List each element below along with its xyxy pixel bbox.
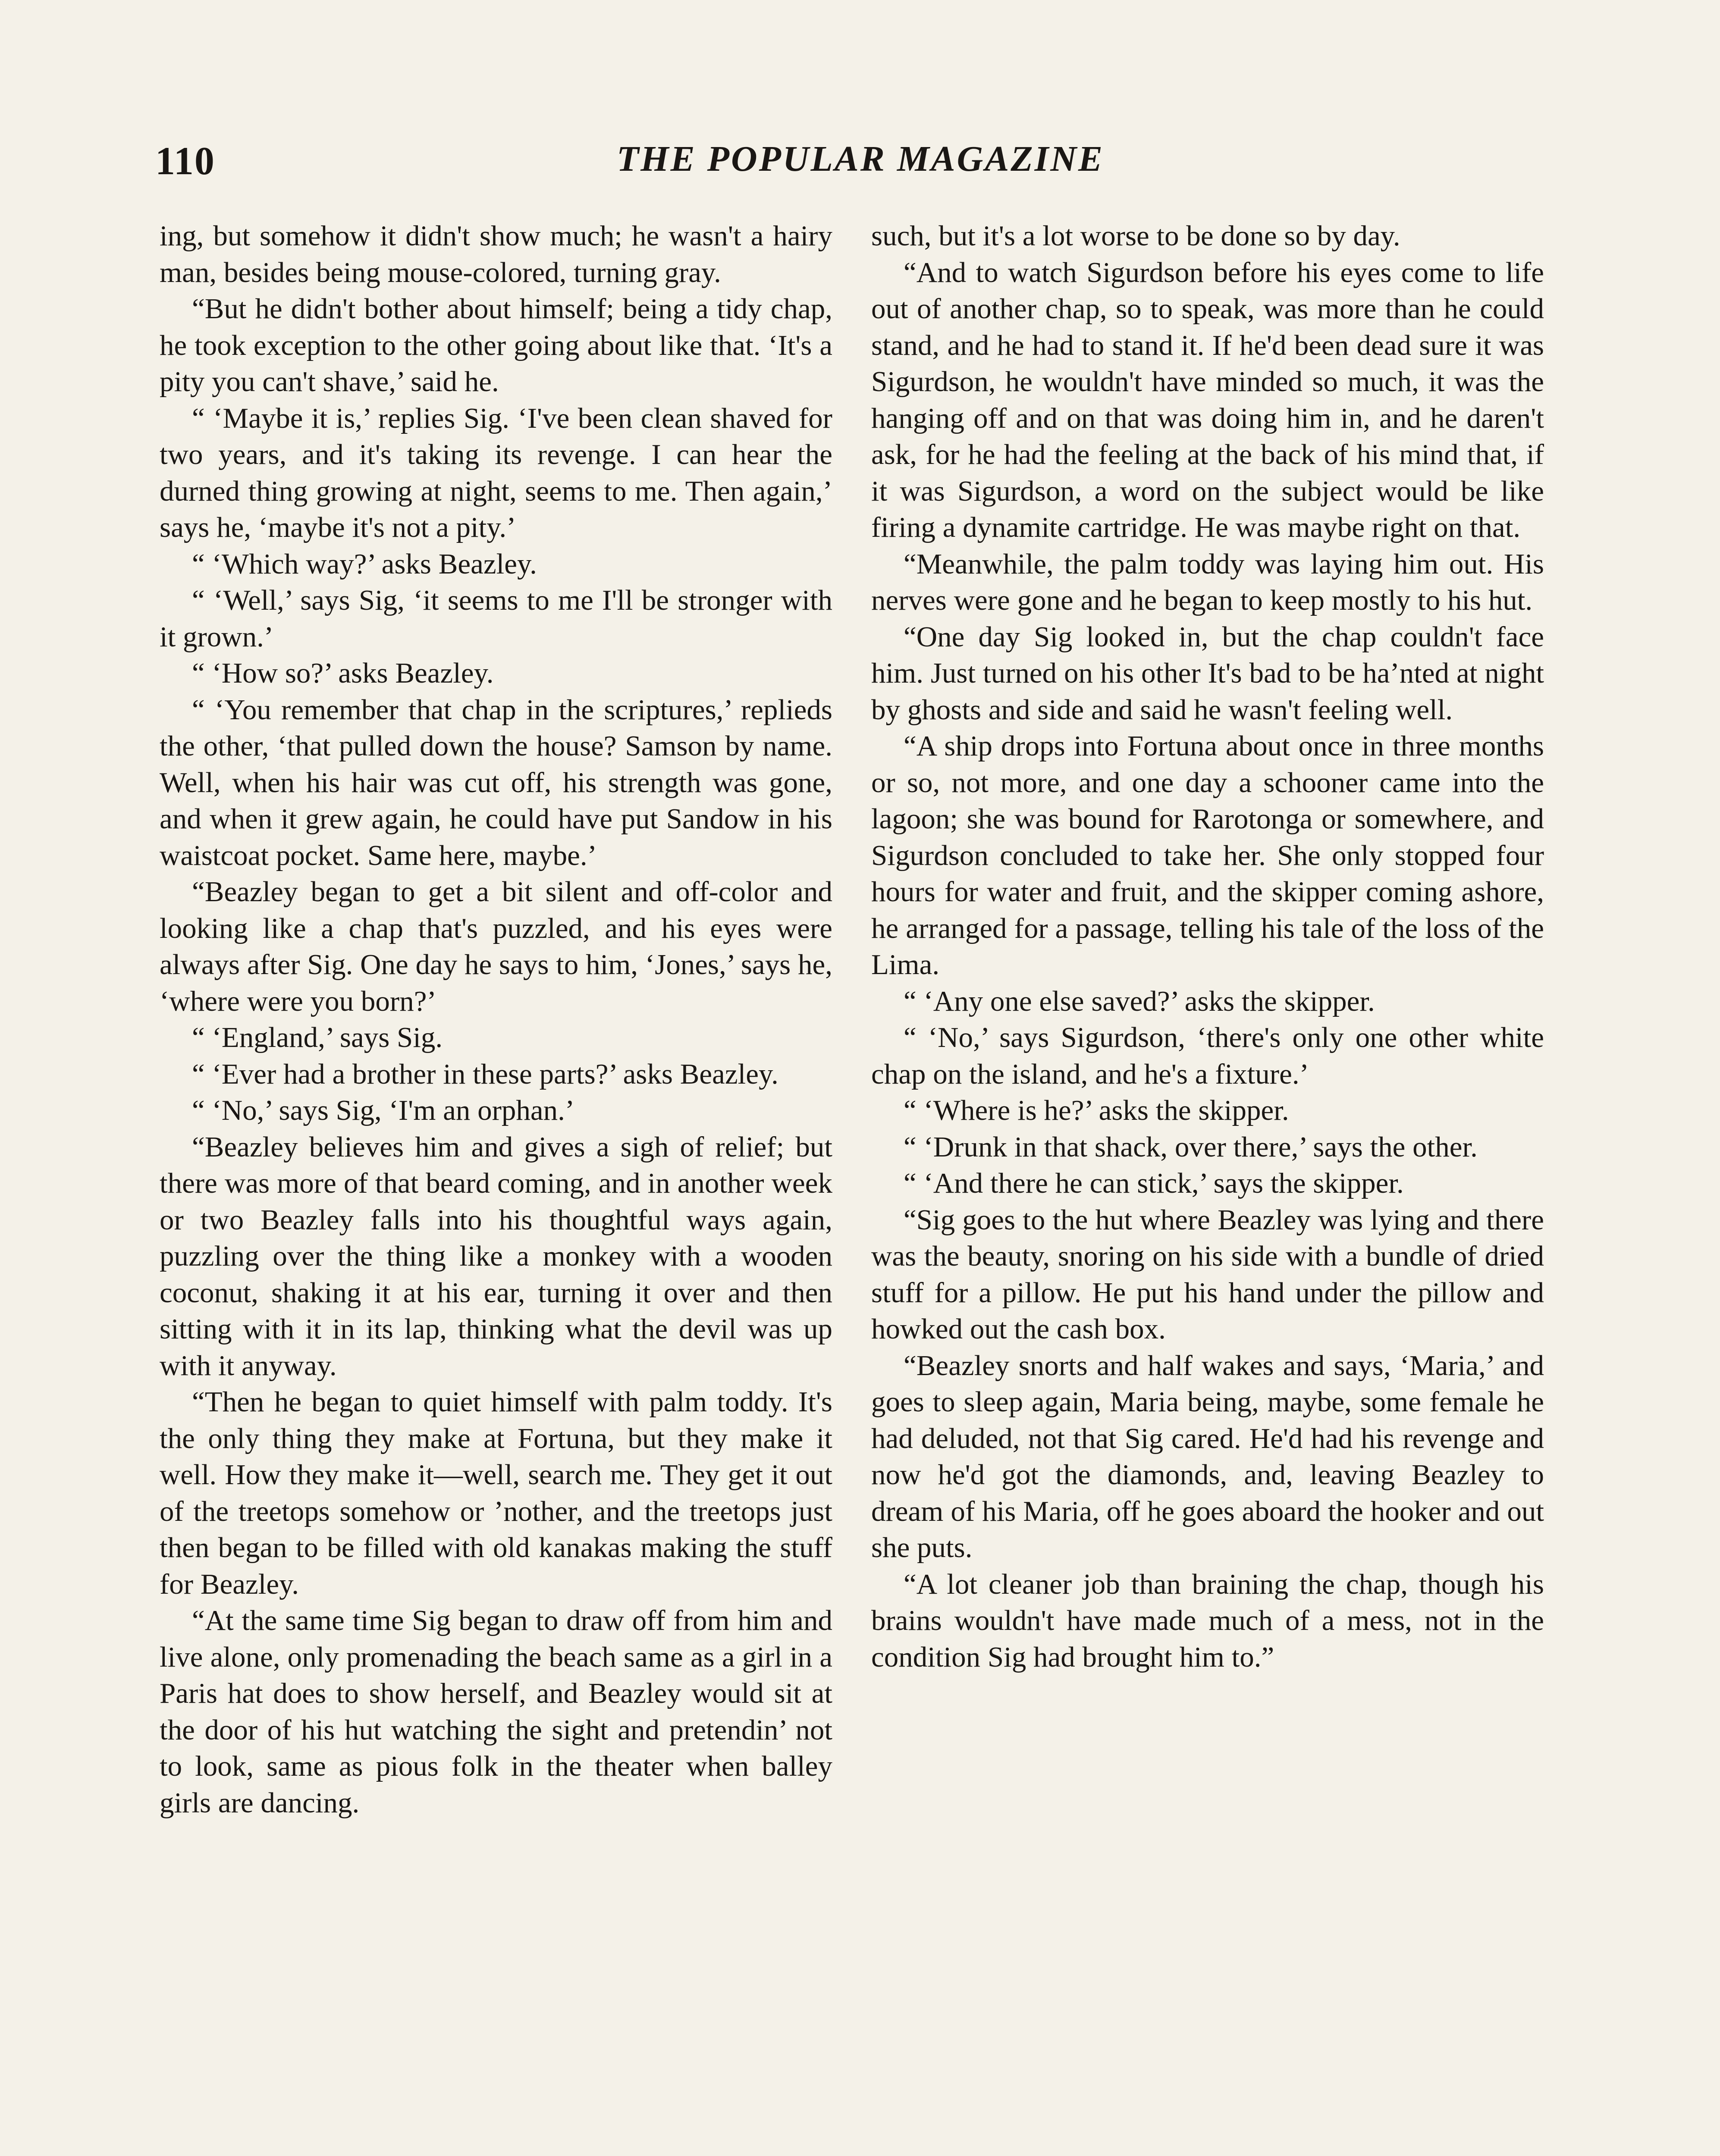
paragraph: “ ‘Ever had a brother in these parts?’ asks Beazley. [192, 1058, 778, 1090]
paragraph: ing, but somehow it didn't show much; he wasn't a hairy man, besides being mouse-colored, turning gray. [160, 220, 832, 288]
paragraph: “ ‘England,’ says Sig. [192, 1022, 443, 1053]
paragraph: such, but it's a lot worse to be done so by day. [871, 220, 1400, 252]
paragraph: “ ‘How so?’ asks Beazley. [192, 657, 494, 689]
paragraph: “Beazley snorts and half wakes and says, ‘Maria,’ and goes to sleep again, Maria being, maybe, some female he had deluded, not that Sig cared. He'd had his revenge and now he'd got the diamonds, and, leaving Beazley to dream of his Maria, off he goes aboard the hooker and out she puts. [871, 1349, 1544, 1564]
right-column [871, 218, 1544, 1675]
paragraph: “ ‘Well,’ says Sig, ‘it seems to me I'll be stronger with it grown.’ [160, 584, 832, 653]
paragraph: “Meanwhile, the palm toddy was laying him out. His nerves were gone and he began to keep mostly to his hut. [871, 548, 1544, 616]
left-column [160, 218, 832, 1821]
paragraph: “ ‘Where is he?’ asks the skipper. [904, 1094, 1289, 1126]
page-header [155, 138, 1566, 198]
paragraph: “Beazley believes him and gives a sigh of relief; but there was more of that beard coming, and in another week or two Beazley falls into his thoughtful ways again, puzzling over the thing like a monkey with a wooden coconut, shaking it at his ear, turning it over and then sitting with it in its lap, thinking what the devil was up with it anyway. [160, 1131, 832, 1382]
paragraph: “Then he began to quiet himself with palm toddy. It's the only thing they make at Fortuna, but they make it well. How they make it—well, search me. They get it out of the treetops somehow or ’nother, and the treetops just then began to be filled with old kanakas making the stuff for Beazley. [160, 1386, 832, 1600]
paragraph: “But he didn't bother about himself; being a tidy chap, he took exception to the other going about like that. ‘It's a pity you can't shave,’ said he. [160, 293, 832, 398]
paragraph: “ ‘And there he can stick,’ says the skipper. [904, 1167, 1404, 1199]
page-number: 110 [155, 139, 215, 183]
paragraph: “ ‘Drunk in that shack, over there,’ says the other. [904, 1131, 1478, 1163]
paragraph: “At the same time Sig began to draw off from him and live alone, only promenading the beach same as a girl in a Paris hat does to show herself, and Beazley would sit at the door of his hut watching the sight and pretendin’ not to look, same as pious folk in the theater when balley girls are dancing. [160, 1604, 832, 1819]
paragraph: “ ‘No,’ says Sig, ‘I'm an orphan.’ [192, 1094, 575, 1126]
paragraph: “ ‘Any one else saved?’ asks the skipper. [904, 985, 1375, 1017]
paragraph: “ ‘Which way?’ asks Beazley. [192, 548, 537, 580]
running-title: THE POPULAR MAGAZINE [616, 139, 1105, 179]
paragraph: “ ‘You remember that chap in the scriptures,’ replieds the other, ‘that pulled down the house? Samson by name. Well, when his hair was cut off, his strength was gone, and when it grew again, he could have put Sandow in his waistcoat pocket. Same here, maybe.’ [160, 693, 832, 871]
paragraph: “One day Sig looked in, but the chap couldn't face him. Just turned on his other It's bad to be ha’nted at night by ghosts and side and said he wasn't feeling well. [871, 620, 1544, 726]
paragraph: “Sig goes to the hut where Beazley was lying and there was the beauty, snoring on his side with a bundle of dried stuff for a pillow. He put his hand under the pillow and howked out the cash box. [871, 1203, 1544, 1345]
paragraph: “Beazley began to get a bit silent and off-color and looking like a chap that's puzzled, and his eyes were always after Sig. One day he says to him, ‘Jones,’ says he, ‘where were you born?’ [160, 876, 832, 1017]
paragraph: “A ship drops into Fortuna about once in three months or so, not more, and one day a schooner came into the lagoon; she was bound for Rarotonga or somewhere, and Sigurdson concluded to take her. She only stopped four hours for water and fruit, and the skipper coming ashore, he arranged for a passage, telling his tale of the loss of the Lima. [871, 730, 1544, 981]
paragraph: “A lot cleaner job than braining the chap, though his brains wouldn't have made much of a mess, not in the condition Sig had brought him to.” [871, 1568, 1544, 1673]
paragraph: “And to watch Sigurdson before his eyes come to life out of another chap, so to speak, was more than he could stand, and he had to stand it. If he'd been dead sure it was Sigurdson, he wouldn't have minded so much, it was the hanging off and on that was doing him in, and he daren't ask, for he had the feeling at the back of his mind that, if it was Sigurdson, a word on the subject would be like firing a dynamite cartridge. He was maybe right on that. [871, 256, 1544, 543]
paragraph: “ ‘Maybe it is,’ replies Sig. ‘I've been clean shaved for two years, and it's taking its revenge. I can hear the durned thing growing at night, seems to me. Then again,’ says he, ‘maybe it's not a pity.’ [160, 402, 832, 543]
paragraph: “ ‘No,’ says Sigurdson, ‘there's only one other white chap on the island, and he's a fixture.’ [871, 1022, 1544, 1090]
